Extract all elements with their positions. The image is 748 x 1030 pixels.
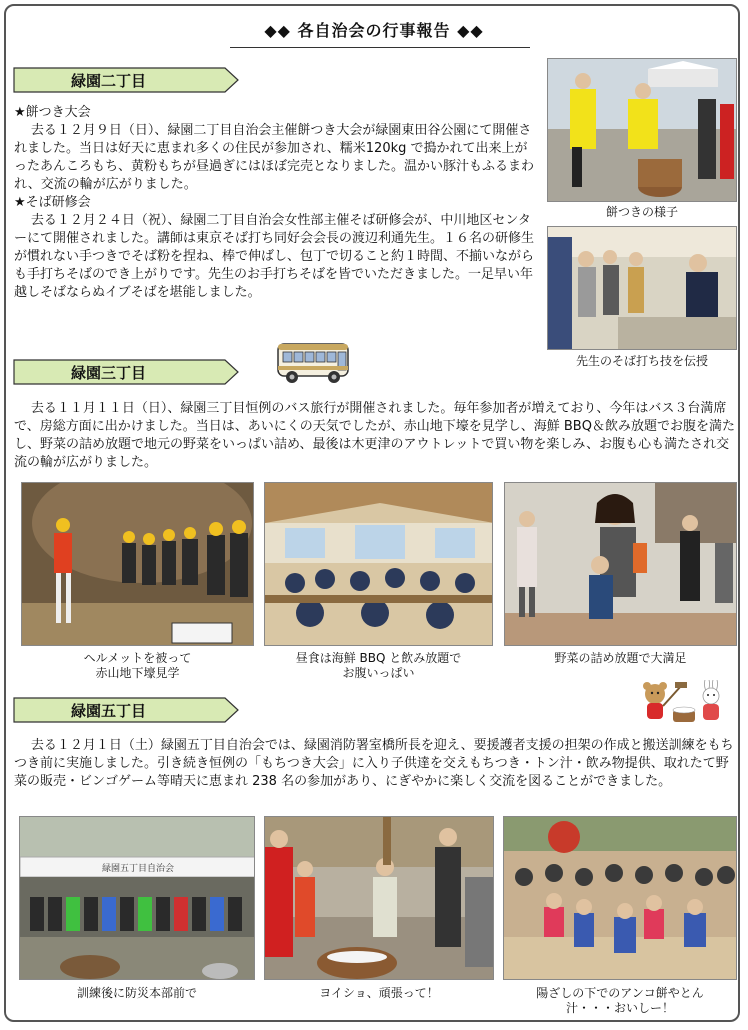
kids-mochi-scene: [265, 817, 494, 980]
caption-text: 陽ざしの下でのアンコ餅やとん 汁・・・おいしー！: [536, 986, 704, 1015]
caption-kids-mochi: [264, 986, 494, 1001]
photo-disaster-hq: [19, 816, 255, 980]
caption-akayama: [21, 651, 254, 681]
event-body-soba: 去る１２月２４日（祝）、緑園二丁目自治会女性部主催そば研修会が、中川地区センターにて開催されました。講師は東京そば打ち同好会会長の渡辺利通先生。１６名の研修生が慣れない手つきでそば粉を捏ね、棒で伸ばし、包丁で切ること約１時間、不揃いながらも手打ちそばのでき上がりです。先生のお手打ちそばを皆でいただきました。一足早い年越しそばならぬイブそばを堪能しました。: [14, 213, 535, 300]
vegetable-scene: [505, 483, 737, 646]
section-3chome-body: 去る１１月１１日（日）、緑園三丁目恒例のバス旅行が開催されました。毎年参加者が増えており、今年はバス３台満席で、房総方面に出かけました。当日は、あいにくの天気でしたが、赤山地下壕を見学し、海鮮 BBQ＆飲み放題でお腹を満たし、野菜の詰め放題で地元の野菜をいっぱい詰め、最後は木更津のアウトレットで買い物を楽しみ、お腹も心も満たされ交流の輪が広がりました。: [14, 401, 735, 470]
tunnel-scene: [22, 483, 254, 646]
caption-bbq: [264, 651, 493, 681]
soba-scene: [548, 227, 737, 350]
title-underline: [230, 47, 530, 48]
photo-mochitsuki: [547, 58, 737, 202]
section-banner-5chome: [13, 697, 239, 723]
bear-rabbit-mochi-icon: [637, 680, 723, 724]
caption-soba: 先生のそば打ち技を伝授: [575, 354, 708, 368]
photo-anko-mochi: [503, 816, 737, 980]
tent-sign-text: 緑園五丁目自治会: [101, 864, 175, 874]
photo-akayama-tunnel: [21, 482, 254, 646]
photo-kids-mochi: [264, 816, 494, 980]
caption-text: 訓練後に防災本部前で: [76, 986, 197, 1000]
section-5chome-text: [14, 737, 736, 791]
section-2chome-text: [14, 104, 540, 302]
section-banner-3chome: [13, 359, 239, 385]
caption-text: ヘルメットを被って 赤山地下壕見学: [83, 651, 192, 680]
caption-vegetables: [504, 651, 737, 666]
section-3chome-text: [14, 400, 736, 472]
page-title: ◆◆ 各自治会の行事報告 ◆◆: [264, 21, 484, 40]
event-title-mochitsuki: ★餅つき大会: [14, 105, 91, 120]
photo-bbq-lunch: [264, 482, 493, 646]
banner-label: 緑園五丁目: [71, 702, 147, 720]
caption-mochitsuki: 餅つきの様子: [605, 205, 678, 219]
anko-mochi-scene: [504, 817, 737, 980]
caption-text: 昼食は海鮮 BBQ と飲み放題で お腹いっぱい: [295, 651, 462, 680]
section-banner-2chome: [13, 67, 239, 93]
photo-vegetables: [504, 482, 737, 646]
caption-text: 野菜の詰め放題で大満足: [554, 651, 687, 665]
photo-soba: [547, 226, 737, 350]
section-5chome-body: 去る１２月１日（土）緑園五丁目自治会では、緑園消防署室橋所長を迎え、要援護者支援の担架の作成と搬送訓練をもちつき前に実施しました。引き続き恒例の「もちつき大会」に入り子供達を交えもちつき・トン汁・飲み物提供、取れたて野菜の販売・ビンゴゲーム等晴天に恵まれ 238 名の参加があり、にぎやかに楽しく交流を図ることができました。: [14, 738, 734, 789]
caption-anko-mochi: [503, 986, 737, 1016]
mochitsuki-scene: [548, 59, 737, 202]
banner-label: 緑園二丁目: [71, 72, 147, 90]
caption-text: ヨイショ、頑張って！: [319, 986, 439, 1000]
event-title-soba: ★そば研修会: [14, 195, 91, 210]
event-body-mochitsuki: 去る１２月９日（日）、緑園二丁目自治会主催餅つき大会が緑園東田谷公園にて開催されました。当日は好天に恵まれ多くの住民が参加され、糯米120kg で搗かれて出来上がったあんころもち、黄粉もちが昼過ぎにはほぼ完売となりました。温かい豚汁もふるまわれ、交流の輪が広がりました。: [14, 123, 535, 192]
bus-icon: [276, 338, 352, 386]
bbq-scene: [265, 483, 493, 646]
caption-disaster-hq: [19, 986, 255, 1001]
disaster-hq-scene: [20, 817, 255, 980]
banner-label: 緑園三丁目: [71, 364, 147, 382]
